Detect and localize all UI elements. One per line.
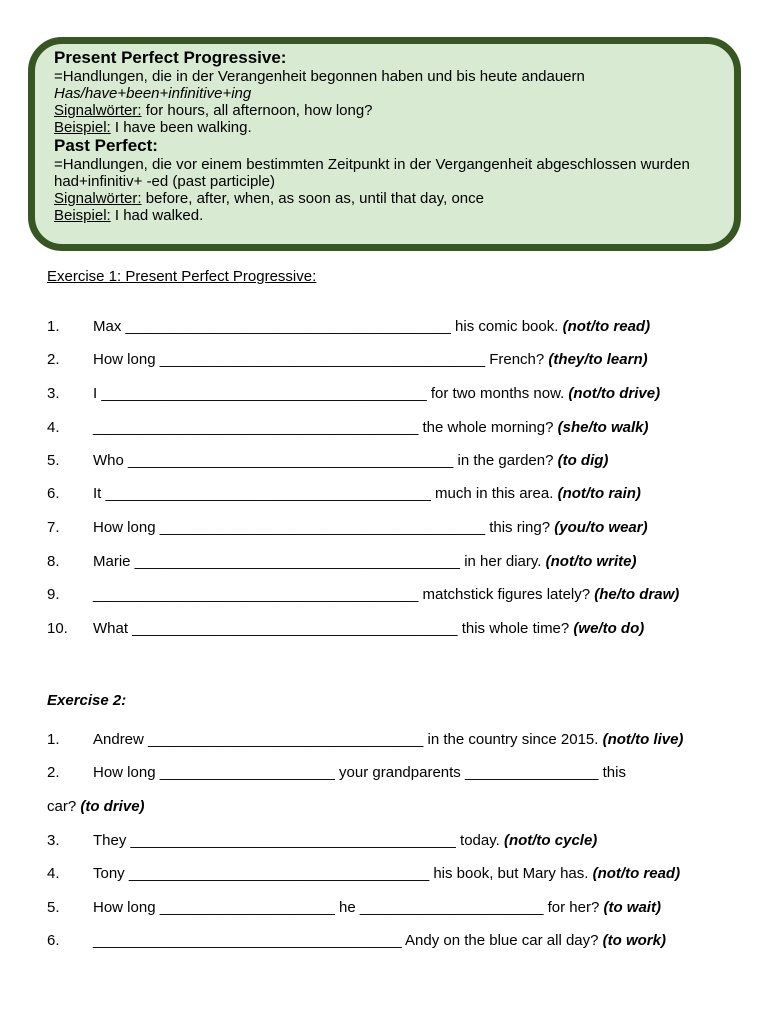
pp-signal-words — [54, 190, 734, 207]
pp-example — [54, 207, 734, 224]
item-text: How long _____________________ your grandparents ________________ this — [93, 764, 626, 781]
item-text: I _______________________________________ for two months now. (not/to drive) — [93, 385, 661, 402]
item-hint: (not/to drive) — [568, 385, 661, 402]
item-text: How long _____________________ he ______________________ for her? (to wait) — [93, 899, 661, 916]
item-number: 2. — [47, 351, 60, 368]
item-text: Max _______________________________________ his comic book. (not/to read) — [93, 318, 651, 335]
item-text: How long _______________________________________ this ring? (you/to wear) — [93, 519, 648, 536]
item-hint: (not/to read) — [562, 318, 651, 335]
item-hint: (to work) — [602, 932, 666, 949]
pp-form: had+infinitiv+ -ed (past participle) — [54, 173, 275, 190]
exercise2-title: Exercise 2: — [47, 692, 127, 709]
pp-signal-label: Signalwörter: — [54, 190, 142, 207]
pp-example-label: Beispiel: — [54, 207, 111, 224]
ppp-definition: =Handlungen, die in der Verangenheit begonnen haben und bis heute andauern — [54, 68, 585, 85]
item-hint: (not/to rain) — [557, 485, 641, 502]
item-number: 3. — [47, 832, 60, 849]
pp-example-text: I had walked. — [110, 207, 204, 224]
item-text: _____________________________________ Andy on the blue car all day? (to work) — [93, 932, 666, 949]
ppp-example — [54, 119, 734, 136]
item-number: 9. — [47, 586, 60, 603]
grammar-info-text — [54, 48, 734, 224]
item-hint: (to dig) — [557, 452, 609, 469]
item-text: _______________________________________ the whole morning? (she/to walk) — [93, 419, 649, 436]
ppp-signal-words — [54, 102, 734, 119]
item-text: Tony ____________________________________ his book, but Mary has. (not/to read) — [93, 865, 681, 882]
ppp-form: Has/have+been+infinitive+ing — [54, 85, 252, 102]
item-text: Andrew _________________________________ in the country since 2015. (not/to live) — [93, 731, 684, 748]
item-text: How long _______________________________________ French? (they/to learn) — [93, 351, 648, 368]
item-hint: (to drive) — [80, 798, 145, 815]
item-hint: (to wait) — [603, 899, 661, 916]
ppp-signal-text: for hours, all afternoon, how long? — [141, 102, 373, 119]
item-number: 1. — [47, 318, 60, 335]
pp-title: Past Perfect: — [54, 136, 158, 155]
item-number: 10. — [47, 620, 68, 637]
item-hint: (they/to learn) — [548, 351, 648, 368]
item-hint: (not/to write) — [545, 553, 637, 570]
item-number: 4. — [47, 865, 60, 882]
pp-signal-text: before, after, when, as soon as, until that day, once — [141, 190, 484, 207]
item-number: 2. — [47, 764, 60, 781]
item-number: 6. — [47, 932, 60, 949]
item-number: 1. — [47, 731, 60, 748]
item-number: 6. — [47, 485, 60, 502]
ppp-title: Present Perfect Progressive: — [54, 48, 287, 67]
item-hint: (she/to walk) — [557, 419, 649, 436]
grammar-info-box — [28, 37, 741, 251]
item-number: 8. — [47, 553, 60, 570]
item-number: 7. — [47, 519, 60, 536]
item-number: 5. — [47, 899, 60, 916]
item-number: 4. — [47, 419, 60, 436]
ppp-example-label: Beispiel: — [54, 119, 111, 136]
item-hint: (we/to do) — [573, 620, 645, 637]
pp-definition: =Handlungen, die vor einem bestimmten Zeitpunkt in der Vergangenheit abgeschlossen wurden — [54, 156, 690, 173]
item-hint: (you/to wear) — [554, 519, 648, 536]
item-number: 5. — [47, 452, 60, 469]
item-number: 3. — [47, 385, 60, 402]
item-hint: (not/to cycle) — [503, 832, 598, 849]
ppp-signal-label: Signalwörter: — [54, 102, 142, 119]
item-text: What _______________________________________ this whole time? (we/to do) — [93, 620, 645, 637]
item-text: _______________________________________ matchstick figures lately? (he/to draw) — [93, 586, 680, 603]
item-hint: (not/to read) — [592, 865, 681, 882]
item-hint: (not/to live) — [602, 731, 684, 748]
item-hint: (he/to draw) — [594, 586, 680, 603]
item-text: Who _______________________________________ in the garden? (to dig) — [93, 452, 609, 469]
item-text: It _______________________________________ much in this area. (not/to rain) — [93, 485, 641, 502]
exercise2-item-continuation: car? (to drive) — [47, 798, 145, 815]
item-text: They _______________________________________ today. (not/to cycle) — [93, 832, 598, 849]
ppp-example-text: I have been walking. — [110, 119, 252, 136]
exercise1-title: Exercise 1: Present Perfect Progressive: — [47, 268, 317, 285]
item-text: Marie _______________________________________ in her diary. (not/to write) — [93, 553, 637, 570]
